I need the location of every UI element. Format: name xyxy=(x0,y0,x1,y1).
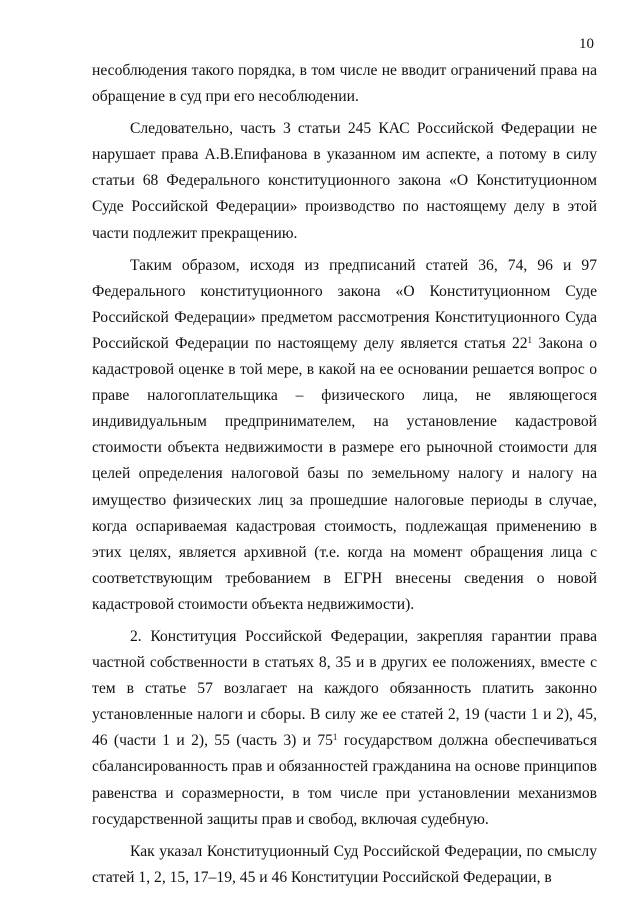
paragraph-section-2 xyxy=(92,624,597,833)
paragraph-continuation: несоблюдения такого порядка, в том числе не вводит ограничений права на обращение в суд при его несоблюдении. xyxy=(92,62,597,106)
document-body xyxy=(92,58,597,897)
paragraph-text-part: Таким образом, исходя из предписаний статей 36, 74, 96 и 97 Федерального конституционного закона «О Конституционном Суде Российской Федерации» предметом рассмотрения Конституционного Суда Российской Федерации по настоящему делу является статья 22 xyxy=(92,256,597,352)
page-number: 10 xyxy=(579,36,594,52)
paragraph-subject-of-review xyxy=(92,253,597,618)
paragraph-text-part: Закона о кадастровой оценке в той мере, в какой на ее основании решается вопрос о праве налогоплательщика – физического лица, не являющегося индивидуальным предпринимателем, на установление кадастровой стоимости объекта недвижимости в размере его рыночной стоимости для целей определения налоговой базы по земельному налогу и налогу на имущество физических лиц за прошедшие налоговые периоды в случае, когда оспариваемая кадастровая стоимость, подлежащая применению в этих целях, является архивной (т.е. когда на момент обращения лица с соответствующим требованием в ЕГРН внесены сведения о новой кадастровой стоимости объекта недвижимости). xyxy=(92,334,597,613)
paragraph-conclusion: Следовательно, часть 3 статьи 245 КАС Российской Федерации не нарушает права А.В.Епифанова в указанном им аспекте, а потому в силу статьи 68 Федерального конституционного закона «О Конституционном Суде Российской Федерации» производство по настоящему делу в этой части подлежит прекращению. xyxy=(92,120,597,242)
paragraph-court-position: Как указал Конституционный Суд Российской Федерации, по смыслу статей 1, 2, 15, 17–19, 45 и 46 Конституции Российской Федерации, в xyxy=(92,842,597,886)
superscript-marker: 1 xyxy=(527,334,533,345)
superscript-marker: 1 xyxy=(332,732,338,743)
paragraph-text-part: государством должна обеспечиваться сбалансированность прав и обязанностей гражданина на основе принципов равенства и соразмерности, в том числе при установлении механизмов государственной защиты прав и свобод, включая судебную. xyxy=(92,732,597,828)
paragraph-text-part: 2. Конституция Российской Федерации, закрепляя гарантии права частной собственности в статьях 8, 35 и в других ее положениях, вместе с тем в статье 57 возлагает на каждого обязанность платить законно установленные налоги и сборы. В силу же ее статей 2, 19 (части 1 и 2), 45, 46 (части 1 и 2), 55 (часть 3) и 75 xyxy=(92,627,597,750)
